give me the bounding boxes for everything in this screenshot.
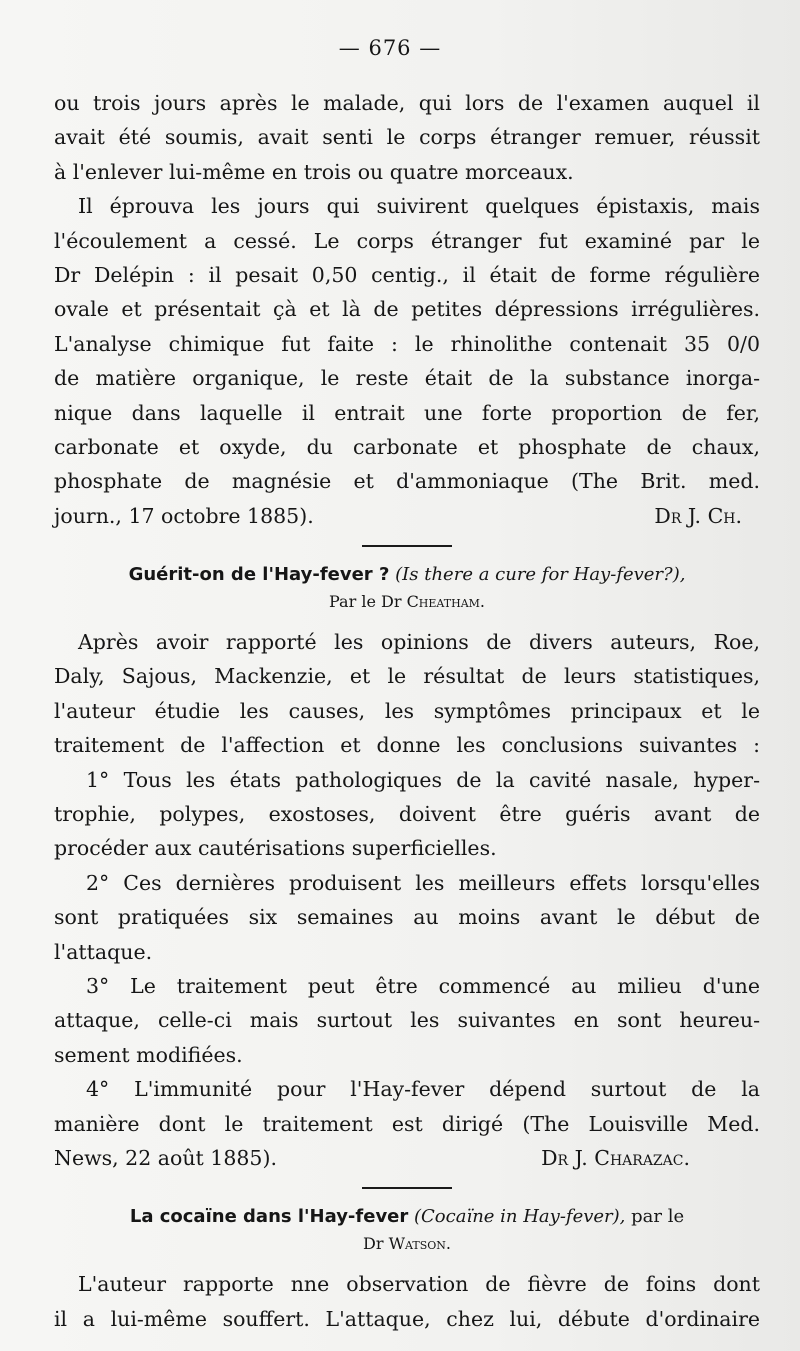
text-line: L'auteur rapporte nne observation de fièvre de foins dont xyxy=(78,1272,760,1297)
conclusion-line: trophie, polypes, exostoses, doivent être guéris avant de xyxy=(54,802,760,827)
conclusion-line: 3° Le traitement peut être commencé au milieu d'une xyxy=(86,973,760,998)
citation-end: journ., 17 octobre 1885). xyxy=(54,503,314,528)
section-divider xyxy=(362,545,452,547)
conclusion-line: attaque, celle-ci mais surtout les suivantes en sont heureu- xyxy=(54,1008,760,1033)
text-line-with-signature xyxy=(54,1141,760,1175)
page-body xyxy=(54,86,760,1336)
text-line: il a lui-même souffert. L'attaque, chez lui, débute d'ordinaire xyxy=(54,1306,760,1331)
text-line: Dr Delépin : il pesait 0,50 centig., il était de forme régulière xyxy=(54,262,760,287)
conclusion-line: sont pratiquées six semaines au moins avant le début de xyxy=(54,905,760,930)
text-line: nique dans laquelle il entrait une forte proportion de fer, xyxy=(54,400,760,425)
article-title: Guérit-on de l'Hay-fever ? xyxy=(128,564,390,586)
text-line: avait été soumis, avait senti le corps étranger remuer, réussit xyxy=(54,125,760,150)
text-line: phosphate de magnésie et d'ammoniaque (The Brit. med. xyxy=(54,469,760,494)
byline-author: Cheatham. xyxy=(406,592,485,612)
article-title: La cocaïne dans l'Hay-fever xyxy=(129,1206,409,1228)
conclusion-line: 1° Tous les états pathologiques de la cavité nasale, hyper- xyxy=(86,767,760,792)
byline-by: par le xyxy=(631,1206,685,1228)
paragraph-continuation xyxy=(54,86,760,189)
byline-author: Watson. xyxy=(388,1234,451,1254)
article-byline xyxy=(54,589,760,615)
conclusion-line: procéder aux cautérisations superficielles. xyxy=(54,836,497,861)
text-line: à l'enlever lui-même en trois ou quatre morceaux. xyxy=(54,159,574,184)
citation-end: News, 22 août 1885). xyxy=(54,1145,277,1170)
text-line: l'auteur étudie les causes, les symptômes principaux et le xyxy=(54,698,760,723)
byline-prefix: Dr xyxy=(363,1234,384,1254)
article-byline xyxy=(54,1231,760,1257)
text-line: carbonate et oxyde, du carbonate et phosphate de chaux, xyxy=(54,434,760,459)
paragraph-rhinolithe xyxy=(54,189,760,533)
text-line: Daly, Sajous, Mackenzie, et le résultat de leurs statistiques, xyxy=(54,664,760,689)
page-number: — 676 — xyxy=(338,36,442,60)
article-original-title: (Cocaïne in Hay-fever), xyxy=(414,1206,626,1228)
article-body xyxy=(54,1267,760,1336)
article-heading xyxy=(54,561,760,589)
conclusion-line: 4° L'immunité pour l'Hay-fever dépend surtout de la xyxy=(86,1077,760,1102)
author-signature: Dr J. Ch. xyxy=(654,503,742,528)
text-line: L'analyse chimique fut faite : le rhinolithe contenait 35 0/0 xyxy=(54,331,760,356)
article-heading xyxy=(54,1203,760,1231)
text-line: l'écoulement a cessé. Le corps étranger fut examiné par le xyxy=(54,228,760,253)
conclusion-line: sement modifiées. xyxy=(54,1042,243,1067)
article-body xyxy=(54,625,760,1175)
text-line: Il éprouva les jours qui suivirent quelques épistaxis, mais xyxy=(78,194,760,219)
text-line: ou trois jours après le malade, qui lors de l'examen auquel il xyxy=(54,91,760,115)
text-line-with-signature xyxy=(54,499,760,533)
text-line: Après avoir rapporté les opinions de divers auteurs, Roe, xyxy=(78,630,760,655)
conclusion-line: manière dont le traitement est dirigé (The Louisville Med. xyxy=(54,1111,760,1136)
author-signature: Dr J. Charazac. xyxy=(541,1145,690,1170)
conclusion-line: 2° Ces dernières produisent les meilleurs effets lorsqu'elles xyxy=(86,870,760,895)
text-line: de matière organique, le reste était de la substance inorga- xyxy=(54,366,760,391)
conclusion-line: l'attaque. xyxy=(54,939,153,964)
text-line: traitement de l'affection et donne les conclusions suivantes : xyxy=(54,733,760,758)
section-divider xyxy=(362,1187,452,1189)
article-original-title: (Is there a cure for Hay-fever?), xyxy=(395,564,686,586)
text-line: ovale et présentait çà et là de petites dépressions irrégulières. xyxy=(54,297,760,322)
byline-prefix: Par le Dr xyxy=(329,592,402,612)
